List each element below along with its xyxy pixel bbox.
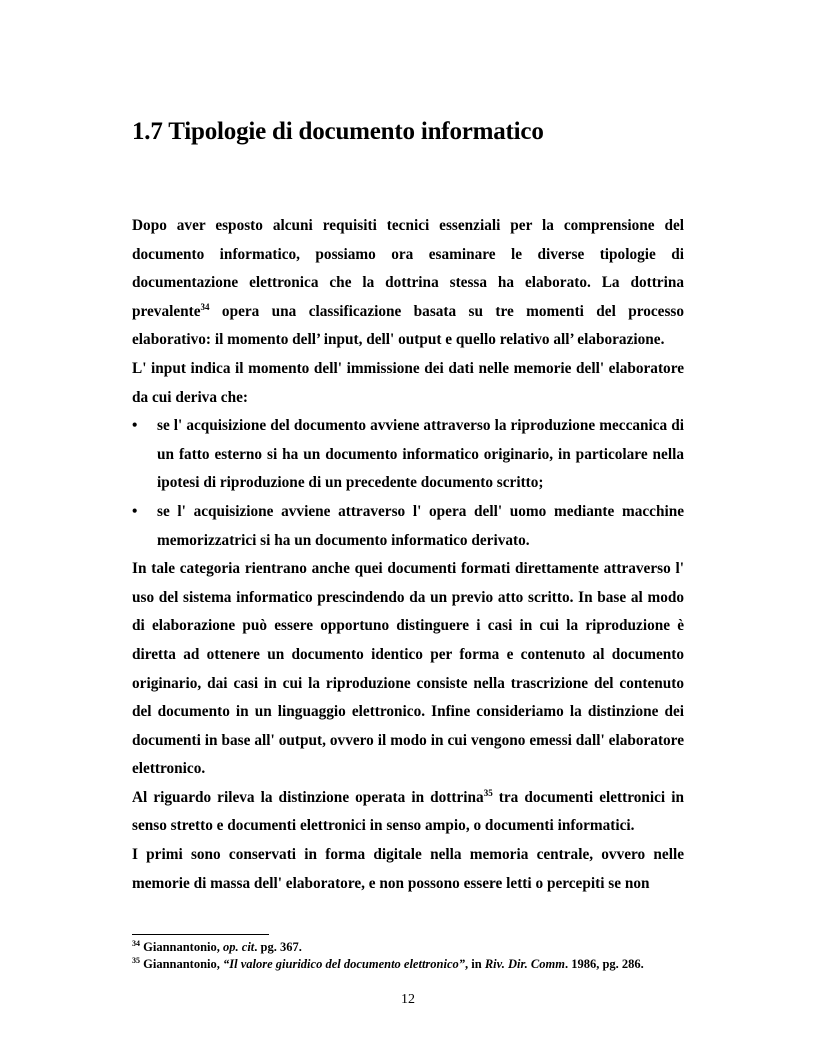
- footnote-ref-35[interactable]: 35: [483, 787, 493, 798]
- list-item: [132, 412, 684, 498]
- paragraph-intro-text-a: Dopo aver esposto alcuni requisiti tecnici essenziali per la comprensione del documento informatico, possiamo ora esaminare le diverse tipologie di documentazione elettronica che la dottrina stessa ha elaborato. La dottrina prevalente: [132, 217, 684, 320]
- list-item-text: se l' acquisizione del documento avviene attraverso la riproduzione meccanica di un fatto esterno si ha un documento informatico originario, in particolare nella ipotesi di riproduzione di un precedente documento scritto;: [157, 417, 684, 492]
- bullet-icon: •: [132, 417, 138, 435]
- paragraph-distinction-text-b: tra documenti elettronici in senso stretto e documenti elettronici in senso ampio, o documenti informatici.: [132, 788, 684, 835]
- list-item-text: se l' acquisizione avviene attraverso l' opera dell' uomo mediante macchine memorizzatrici si ha un documento informatico derivato.: [157, 502, 684, 549]
- footnote-citation: op. cit: [223, 940, 255, 954]
- footnote-number: 35: [132, 956, 140, 965]
- footnote-journal: Riv. Dir. Comm: [484, 957, 565, 971]
- paragraph-distinction-text-a: Al riguardo rileva la distinzione operata in dottrina: [132, 788, 484, 806]
- footnote-divider: [132, 934, 269, 935]
- footnote-35: [132, 956, 692, 973]
- paragraph-distinction: [132, 784, 684, 841]
- footnotes: [132, 939, 692, 973]
- bullet-icon: •: [132, 502, 138, 520]
- footnote-rest: . 1986, pg. 286.: [564, 957, 644, 971]
- paragraph-input: L' input indica il momento dell' immissione dei dati nelle memorie dell' elaboratore da cui deriva che:: [132, 359, 684, 406]
- footnote-34: [132, 939, 692, 956]
- section-heading: 1.7 Tipologie di documento informatico: [132, 118, 544, 145]
- footnote-ref-34[interactable]: 34: [200, 301, 210, 312]
- footnote-author: Giannantonio,: [143, 957, 224, 971]
- page-number: 12: [401, 992, 415, 1007]
- body-text: [132, 212, 684, 898]
- bullet-list: [132, 412, 684, 555]
- footnote-rest: . pg. 367.: [254, 940, 302, 954]
- paragraph-intro: [132, 212, 684, 355]
- footnote-title: “Il valore giuridico del documento elettronico”: [223, 957, 466, 971]
- footnote-author: Giannantonio,: [143, 940, 224, 954]
- list-item: [132, 498, 684, 555]
- paragraph-intro-text-b: opera una classificazione basata su tre momenti del processo elaborativo: il momento dell’ input, dell' output e quello relativo all’ elaborazione.: [132, 302, 684, 349]
- paragraph-first: I primi sono conservati in forma digitale nella memoria centrale, ovvero nelle memorie di massa dell' elaboratore, e non possono essere letti o percepiti se non: [132, 846, 684, 892]
- footnote-number: 34: [132, 939, 140, 948]
- footnote-middle: , in: [465, 957, 485, 971]
- paragraph-category: In tale categoria rientrano anche quei documenti formati direttamente attraverso l' uso del sistema informatico prescindendo da un previo atto scritto. In base al modo di elaborazione può essere opportuno distinguere i casi in cui la riproduzione è diretta ad ottenere un documento identico per forma e contenuto al documento originario, dai casi in cui la riproduzione consiste nella trascrizione del contenuto del documento in un linguaggio elettronico. Infine consideriamo la distinzione dei documenti in base all' output, ovvero il modo in cui vengono emessi dall' elaboratore elettronico.: [132, 560, 684, 778]
